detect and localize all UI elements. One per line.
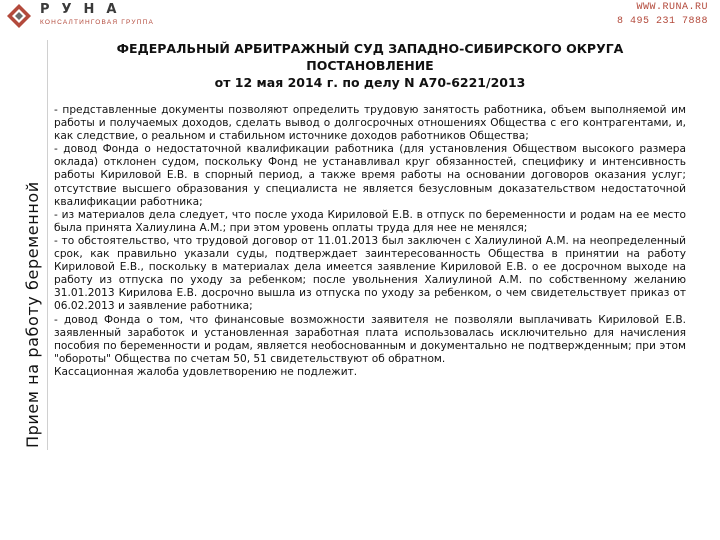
runa-logo-icon [6, 3, 32, 29]
body-paragraph: Кассационная жалоба удовлетворению не подлежит. [54, 365, 358, 378]
document-type: ПОСТАНОВЛЕНИЕ [306, 58, 434, 73]
brand-subtitle: КОНСАЛТИНГОВАЯ ГРУППА [40, 19, 154, 26]
phone-number: 8 495 231 7888 [616, 16, 708, 27]
site-url-link[interactable]: WWW.RUNA.RU [636, 2, 708, 13]
body-paragraph: - представленные документы позволяют определить трудовую занятость работника, объем выполняемой им работы и получаемых доходов, сделать вывод о долгосрочных отношениях Общества с его контрагентами, и, как следствие, о реальном и стабильном источнике доходов работников Общества; [54, 104, 686, 143]
side-divider [47, 40, 48, 450]
court-name: ФЕДЕРАЛЬНЫЙ АРБИТРАЖНЫЙ СУД ЗАПАДНО-СИБИРСКОГО ОКРУГА [116, 41, 624, 56]
header-bar [0, 0, 720, 34]
body-paragraph: - довод Фонда о том, что финансовые возможности заявителя не позволяли выплачивать Кириловой Е.В. заявленный заработок и установленная заработная плата использовалась исключительно для начисления пособия по беременности и родам, является необоснованным и документально не подтвержденным; при этом "обороты" Общества по счетам 50, 51 свидетельствуют об обратном. [54, 313, 686, 365]
body-paragraph: - довод Фонда о недостаточной квалификации работника (для установления Обществом высокого размера оклада) отклонен судом, поскольку Фонд не устанавливал круг обязанностей, специфику и интенсивность работы Кириловой Е.В. в спорный период, а также время работы на основании договоров оказания услуг; отсутствие высшего образования у специалиста не является безусловным доказательством недостаточной квалификации работника; [54, 143, 686, 208]
document-heading [54, 40, 686, 91]
document-date-case: от 12 мая 2014 г. по делу N А70-6221/2013 [214, 75, 526, 90]
document-content [54, 40, 686, 379]
body-paragraph: - то обстоятельство, что трудовой договор от 11.01.2013 был заключен с Халиулиной А.М. на неопределенный срок, как правильно указали суды, подтверждает заинтересованность Общества в принятии на работу Кириловой Е.В., поскольку в материалах дела имеется заявление Кириловой Е.В. о ее досрочном выходе на работу из отпуска по уходу за ребенком; после увольнения Халиулиной А.М. по собственному желанию 31.01.2013 Кирилова Е.В. досрочно вышла из отпуска по уходу за ребенком, о чем свидетельствует приказ от 06.02.2013 и заявление работника; [54, 234, 686, 313]
brand-name: РУНА [40, 2, 129, 17]
document-body [54, 104, 686, 379]
slide-side-title: Прием на работу беременной [23, 181, 42, 448]
body-paragraph: - из материалов дела следует, что после ухода Кириловой Е.В. в отпуск по беременности и родам на ее место была принята Халиулина А.М.; при этом уровень оплаты труда для нее не менялся; [54, 208, 686, 234]
